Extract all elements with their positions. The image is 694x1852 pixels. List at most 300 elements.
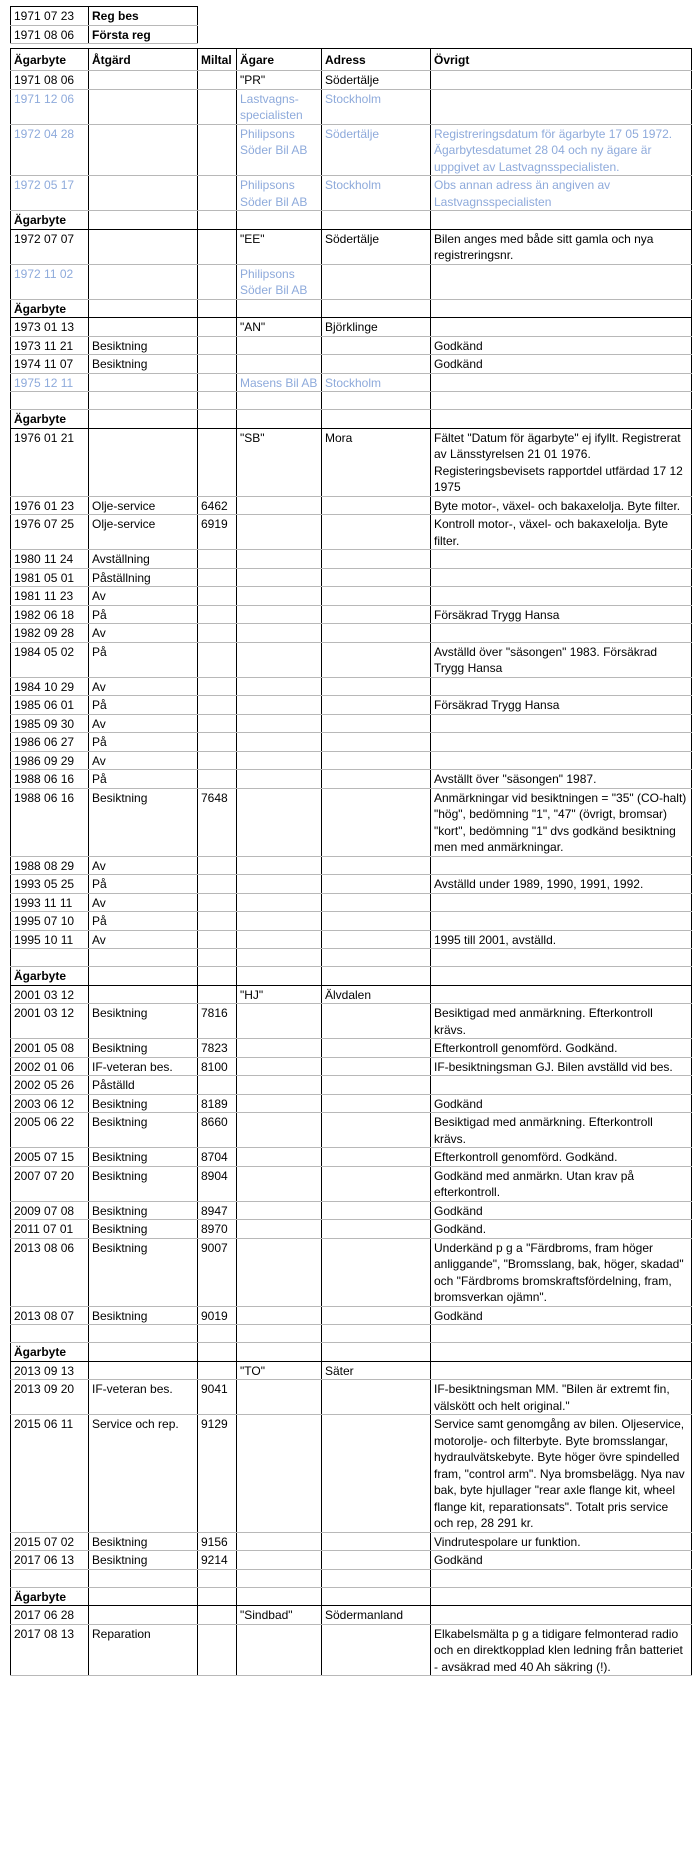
row-address xyxy=(322,550,431,568)
row-action xyxy=(89,374,198,392)
row-owner: "AN" xyxy=(237,318,322,336)
row-notes: Besiktigad med anmärkning. Efterkontroll krävs. xyxy=(431,1004,692,1038)
row-date: 1976 01 23 xyxy=(10,497,89,515)
row-notes xyxy=(431,857,692,875)
row-miles: 9156 xyxy=(198,1533,237,1551)
row-date: 1971 12 06 xyxy=(10,90,89,124)
row-miles xyxy=(198,606,237,624)
row-owner xyxy=(237,1307,322,1325)
empty-cell xyxy=(237,1570,322,1587)
row-date: 2013 09 13 xyxy=(10,1362,89,1380)
row-address xyxy=(322,1551,431,1569)
row-miles xyxy=(198,624,237,642)
history-row xyxy=(10,1551,692,1570)
row-notes: Bilen anges med både sitt gamla och nya registreringsnr. xyxy=(431,230,692,264)
history-row xyxy=(10,1004,692,1039)
row-miles: 7823 xyxy=(198,1039,237,1057)
row-notes: Godkänd xyxy=(431,1202,692,1220)
empty-cell xyxy=(431,1588,692,1606)
row-address xyxy=(322,606,431,624)
row-miles xyxy=(198,265,237,299)
row-action: Av xyxy=(89,715,198,733)
row-date: 1976 07 25 xyxy=(10,515,89,549)
row-date: 1995 07 10 xyxy=(10,912,89,930)
empty-cell xyxy=(198,949,237,966)
row-action: IF-veteran bes. xyxy=(89,1058,198,1076)
top-row-label: Reg bes xyxy=(89,7,198,25)
row-notes: Avställd över "säsongen" 1983. Försäkrad Trygg Hansa xyxy=(431,643,692,677)
row-address xyxy=(322,715,431,733)
row-notes xyxy=(431,894,692,912)
row-owner xyxy=(237,515,322,549)
row-owner xyxy=(237,1533,322,1551)
row-miles xyxy=(198,752,237,770)
row-date: 2003 06 12 xyxy=(10,1095,89,1113)
blank-row xyxy=(10,392,692,410)
row-address: Säter xyxy=(322,1362,431,1380)
history-row xyxy=(10,176,692,211)
row-owner: "HJ" xyxy=(237,986,322,1004)
row-date: 2013 08 07 xyxy=(10,1307,89,1325)
row-action: Besiktning xyxy=(89,1202,198,1220)
empty-cell xyxy=(10,1325,89,1342)
row-miles: 9214 xyxy=(198,1551,237,1569)
row-owner xyxy=(237,912,322,930)
row-address xyxy=(322,643,431,677)
row-address xyxy=(322,678,431,696)
row-owner: Lastvagns-specialisten xyxy=(237,90,322,124)
row-notes: IF-besiktningsman GJ. Bilen avställd vid bes. xyxy=(431,1058,692,1076)
row-address xyxy=(322,1202,431,1220)
row-action xyxy=(89,986,198,1004)
row-miles: 8947 xyxy=(198,1202,237,1220)
empty-cell xyxy=(198,1570,237,1587)
owner-change-separator xyxy=(10,211,692,230)
empty-cell xyxy=(198,410,237,428)
row-date: 1993 05 25 xyxy=(10,875,89,893)
row-action xyxy=(89,90,198,124)
row-miles xyxy=(198,90,237,124)
row-owner xyxy=(237,1113,322,1147)
separator-label: Ägarbyte xyxy=(10,211,89,229)
owner-change-separator xyxy=(10,410,692,429)
row-action: Service och rep. xyxy=(89,1415,198,1532)
owner-change-separator xyxy=(10,967,692,986)
history-row xyxy=(10,715,692,734)
row-miles xyxy=(198,715,237,733)
history-row xyxy=(10,1095,692,1114)
separator-label: Ägarbyte xyxy=(10,1343,89,1361)
row-owner xyxy=(237,696,322,714)
owner-change-separator xyxy=(10,300,692,319)
row-date: 2017 06 28 xyxy=(10,1606,89,1624)
row-notes: Service samt genomgång av bilen. Oljeservice, motorolje- och filterbyte. Byte bromsslangar, hydraulvätskebyte. Byte höger övre spindelled fram, "control arm". Nya bromsbelägg. Nya nav bak, byte hjullager "rear axle flange kit, wheel flange kit, reparationsats". Totalt pris service och rep, 28 291 kr. xyxy=(431,1415,692,1532)
empty-cell xyxy=(198,392,237,409)
empty-cell xyxy=(10,949,89,966)
row-address xyxy=(322,1307,431,1325)
row-address xyxy=(322,789,431,856)
empty-cell xyxy=(237,1343,322,1361)
row-date: 1985 09 30 xyxy=(10,715,89,733)
history-row xyxy=(10,1307,692,1326)
top-row-label: Första reg xyxy=(89,26,198,44)
row-notes: Obs annan adress än angiven av Lastvagnsspecialisten xyxy=(431,176,692,210)
row-notes: Avställt över "säsongen" 1987. xyxy=(431,770,692,788)
row-notes: Godkänd xyxy=(431,355,692,373)
row-miles: 8660 xyxy=(198,1113,237,1147)
empty-cell xyxy=(89,1343,198,1361)
row-owner xyxy=(237,857,322,875)
row-miles: 8904 xyxy=(198,1167,237,1201)
row-address xyxy=(322,624,431,642)
empty-cell xyxy=(322,1325,431,1342)
row-date: 1973 11 21 xyxy=(10,337,89,355)
empty-cell xyxy=(237,1325,322,1342)
row-notes xyxy=(431,318,692,336)
row-date: 2009 07 08 xyxy=(10,1202,89,1220)
row-miles: 8704 xyxy=(198,1148,237,1166)
empty-cell xyxy=(198,1588,237,1606)
row-date: 1972 04 28 xyxy=(10,125,89,176)
row-miles xyxy=(198,733,237,751)
header-notes: Övrigt xyxy=(431,49,692,70)
row-notes: Godkänd. xyxy=(431,1220,692,1238)
row-action xyxy=(89,429,198,496)
row-action: På xyxy=(89,912,198,930)
row-action: Av xyxy=(89,894,198,912)
separator-label: Ägarbyte xyxy=(10,300,89,318)
row-address xyxy=(322,1239,431,1306)
row-owner xyxy=(237,1220,322,1238)
row-notes xyxy=(431,265,692,299)
row-miles xyxy=(198,125,237,176)
row-owner xyxy=(237,733,322,751)
row-notes: 1995 till 2001, avställd. xyxy=(431,931,692,949)
row-notes xyxy=(431,624,692,642)
row-notes: Godkänd med anmärkn. Utan krav på efterkontroll. xyxy=(431,1167,692,1201)
blank-row xyxy=(10,1325,692,1343)
row-owner xyxy=(237,1004,322,1038)
row-miles xyxy=(198,1606,237,1624)
row-owner xyxy=(237,931,322,949)
empty-cell xyxy=(322,410,431,428)
header-date: Ägarbyte xyxy=(10,49,89,70)
row-date: 1984 10 29 xyxy=(10,678,89,696)
row-address xyxy=(322,875,431,893)
row-miles: 6919 xyxy=(198,515,237,549)
empty-cell xyxy=(89,967,198,985)
separator-label: Ägarbyte xyxy=(10,410,89,428)
row-date: 1980 11 24 xyxy=(10,550,89,568)
row-address xyxy=(322,1380,431,1414)
row-miles: 7816 xyxy=(198,1004,237,1038)
history-row xyxy=(10,1076,692,1095)
empty-cell xyxy=(431,410,692,428)
row-date: 1974 11 07 xyxy=(10,355,89,373)
row-date: 2015 07 02 xyxy=(10,1533,89,1551)
vehicle-history-sheet xyxy=(10,6,692,1676)
row-notes: Elkabelsmälta p g a tidigare felmonterad radio och en direktkopplad klen ledning från batteriet - avsäkrad med 40 Ah säkring (!). xyxy=(431,1625,692,1676)
row-miles: 7648 xyxy=(198,789,237,856)
row-action: Olje-service xyxy=(89,497,198,515)
row-address xyxy=(322,1167,431,1201)
row-action: Av xyxy=(89,587,198,605)
row-owner xyxy=(237,1039,322,1057)
row-notes: Försäkrad Trygg Hansa xyxy=(431,606,692,624)
top-row xyxy=(10,6,198,26)
row-address xyxy=(322,569,431,587)
top-row-date: 1971 07 23 xyxy=(10,7,89,25)
history-row xyxy=(10,770,692,789)
row-date: 1995 10 11 xyxy=(10,931,89,949)
row-owner xyxy=(237,1239,322,1306)
row-date: 1981 05 01 xyxy=(10,569,89,587)
row-action: Besiktning xyxy=(89,1533,198,1551)
row-address xyxy=(322,752,431,770)
row-owner xyxy=(237,715,322,733)
row-address: Mora xyxy=(322,429,431,496)
row-miles xyxy=(198,1362,237,1380)
row-miles: 9129 xyxy=(198,1415,237,1532)
row-miles xyxy=(198,230,237,264)
row-date: 1984 05 02 xyxy=(10,643,89,677)
row-owner: "EE" xyxy=(237,230,322,264)
empty-cell xyxy=(237,967,322,985)
row-date: 1986 09 29 xyxy=(10,752,89,770)
empty-cell xyxy=(237,1588,322,1606)
history-row xyxy=(10,1625,692,1677)
history-row xyxy=(10,789,692,857)
empty-cell xyxy=(198,300,237,318)
row-action: Reparation xyxy=(89,1625,198,1676)
row-date: 1975 12 11 xyxy=(10,374,89,392)
history-row xyxy=(10,1202,692,1221)
row-notes xyxy=(431,374,692,392)
row-date: 1976 01 21 xyxy=(10,429,89,496)
empty-cell xyxy=(10,1570,89,1587)
row-notes: Avställd under 1989, 1990, 1991, 1992. xyxy=(431,875,692,893)
history-row xyxy=(10,678,692,697)
row-owner xyxy=(237,337,322,355)
row-miles xyxy=(198,931,237,949)
row-date: 2001 03 12 xyxy=(10,986,89,1004)
row-notes: Godkänd xyxy=(431,1551,692,1569)
empty-cell xyxy=(89,1570,198,1587)
row-miles xyxy=(198,71,237,89)
history-row xyxy=(10,1362,692,1381)
row-action xyxy=(89,318,198,336)
row-miles: 6462 xyxy=(198,497,237,515)
history-row xyxy=(10,1415,692,1533)
row-date: 1988 06 16 xyxy=(10,789,89,856)
row-notes: Godkänd xyxy=(431,1307,692,1325)
empty-cell xyxy=(431,1325,692,1342)
history-row xyxy=(10,1533,692,1552)
row-address: Stockholm xyxy=(322,374,431,392)
row-notes xyxy=(431,550,692,568)
row-address xyxy=(322,515,431,549)
row-notes: Kontroll motor-, växel- och bakaxelolja. Byte filter. xyxy=(431,515,692,549)
history-row xyxy=(10,857,692,876)
row-address xyxy=(322,912,431,930)
row-address xyxy=(322,355,431,373)
history-row xyxy=(10,643,692,678)
row-owner xyxy=(237,569,322,587)
history-row xyxy=(10,550,692,569)
empty-cell xyxy=(322,1570,431,1587)
empty-cell xyxy=(237,300,322,318)
header-miles: Miltal xyxy=(198,49,237,70)
row-notes: Registreringsdatum för ägarbyte 17 05 1972. Ägarbytesdatumet 28 04 och ny ägare är uppgivet av Lastvagnsspecialisten. xyxy=(431,125,692,176)
row-notes: Fältet "Datum för ägarbyte" ej ifyllt. Registrerat av Länsstyrelsen 21 01 1976. Registeringsbevisets rapportdel utfärdad 17 12 1975 xyxy=(431,429,692,496)
row-notes: Underkänd p g a "Färdbroms, fram höger anliggande", "Bromsslang, bak, höger, skadad" och "Färdbroms bromskraftsfördelning, fram, bromsverkan ojämn". xyxy=(431,1239,692,1306)
row-address xyxy=(322,337,431,355)
row-action: Besiktning xyxy=(89,1004,198,1038)
row-owner xyxy=(237,894,322,912)
history-row xyxy=(10,318,692,337)
history-row xyxy=(10,733,692,752)
row-address xyxy=(322,587,431,605)
row-address xyxy=(322,1533,431,1551)
row-notes xyxy=(431,678,692,696)
empty-cell xyxy=(237,211,322,229)
row-action: Olje-service xyxy=(89,515,198,549)
row-action: På xyxy=(89,733,198,751)
history-row xyxy=(10,912,692,931)
row-address: Södertälje xyxy=(322,125,431,176)
row-owner xyxy=(237,770,322,788)
row-miles xyxy=(198,429,237,496)
row-date: 1986 06 27 xyxy=(10,733,89,751)
history-row xyxy=(10,587,692,606)
row-miles: 8100 xyxy=(198,1058,237,1076)
row-owner: Philipsons Söder Bil AB xyxy=(237,265,322,299)
separator-label: Ägarbyte xyxy=(10,967,89,985)
row-action: På xyxy=(89,606,198,624)
row-date: 1972 05 17 xyxy=(10,176,89,210)
row-notes xyxy=(431,1076,692,1094)
row-owner xyxy=(237,1076,322,1094)
row-date: 1985 06 01 xyxy=(10,696,89,714)
row-action: Besiktning xyxy=(89,1307,198,1325)
row-date: 1988 08 29 xyxy=(10,857,89,875)
row-miles xyxy=(198,912,237,930)
row-miles xyxy=(198,875,237,893)
row-owner xyxy=(237,1380,322,1414)
history-row xyxy=(10,569,692,588)
row-date: 2017 08 13 xyxy=(10,1625,89,1676)
row-miles xyxy=(198,318,237,336)
row-action: Av xyxy=(89,857,198,875)
row-address xyxy=(322,1220,431,1238)
empty-cell xyxy=(89,410,198,428)
history-row xyxy=(10,1058,692,1077)
empty-cell xyxy=(89,211,198,229)
row-miles xyxy=(198,770,237,788)
row-date: 1972 07 07 xyxy=(10,230,89,264)
history-row xyxy=(10,429,692,497)
empty-cell xyxy=(198,1325,237,1342)
history-row xyxy=(10,337,692,356)
empty-cell xyxy=(89,392,198,409)
row-miles xyxy=(198,696,237,714)
row-action: Besiktning xyxy=(89,1148,198,1166)
empty-cell xyxy=(431,211,692,229)
row-address xyxy=(322,770,431,788)
row-action: Besiktning xyxy=(89,1113,198,1147)
row-miles xyxy=(198,355,237,373)
row-action: Av xyxy=(89,678,198,696)
row-date: 2001 03 12 xyxy=(10,1004,89,1038)
history-row xyxy=(10,875,692,894)
empty-cell xyxy=(89,1325,198,1342)
row-action: Besiktning xyxy=(89,1551,198,1569)
history-row xyxy=(10,515,692,550)
row-notes: Efterkontroll genomförd. Godkänd. xyxy=(431,1039,692,1057)
row-date: 2017 06 13 xyxy=(10,1551,89,1569)
empty-cell xyxy=(237,410,322,428)
row-date: 1971 08 06 xyxy=(10,71,89,89)
row-owner: "SB" xyxy=(237,429,322,496)
row-owner: Philipsons Söder Bil AB xyxy=(237,176,322,210)
row-date: 2005 07 15 xyxy=(10,1148,89,1166)
row-miles xyxy=(198,550,237,568)
row-owner: Philipsons Söder Bil AB xyxy=(237,125,322,176)
row-notes xyxy=(431,569,692,587)
row-date: 2001 05 08 xyxy=(10,1039,89,1057)
top-row-date: 1971 08 06 xyxy=(10,26,89,44)
empty-cell xyxy=(322,392,431,409)
row-miles: 9019 xyxy=(198,1307,237,1325)
row-miles xyxy=(198,678,237,696)
row-action: IF-veteran bes. xyxy=(89,1380,198,1414)
row-miles: 8189 xyxy=(198,1095,237,1113)
empty-cell xyxy=(237,949,322,966)
row-address xyxy=(322,696,431,714)
empty-cell xyxy=(322,1343,431,1361)
history-row xyxy=(10,90,692,125)
row-action: Besiktning xyxy=(89,1167,198,1201)
row-notes xyxy=(431,1362,692,1380)
row-action: På xyxy=(89,770,198,788)
history-row xyxy=(10,265,692,300)
row-action: Besiktning xyxy=(89,1220,198,1238)
row-action xyxy=(89,125,198,176)
history-row xyxy=(10,71,692,90)
history-row xyxy=(10,374,692,393)
row-action xyxy=(89,230,198,264)
top-row xyxy=(10,26,198,45)
row-address xyxy=(322,1058,431,1076)
row-notes xyxy=(431,1606,692,1624)
empty-cell xyxy=(431,1570,692,1587)
history-row xyxy=(10,986,692,1005)
row-address xyxy=(322,1415,431,1532)
row-address xyxy=(322,1625,431,1676)
row-date: 1973 01 13 xyxy=(10,318,89,336)
row-action: Besiktning xyxy=(89,1095,198,1113)
empty-cell xyxy=(322,300,431,318)
row-date: 2005 06 22 xyxy=(10,1113,89,1147)
row-miles: 9041 xyxy=(198,1380,237,1414)
row-notes xyxy=(431,986,692,1004)
owner-change-separator xyxy=(10,1343,692,1362)
row-action: Påställd xyxy=(89,1076,198,1094)
row-owner xyxy=(237,1625,322,1676)
row-date: 1972 11 02 xyxy=(10,265,89,299)
row-action: Av xyxy=(89,752,198,770)
header-action: Åtgärd xyxy=(89,49,198,70)
